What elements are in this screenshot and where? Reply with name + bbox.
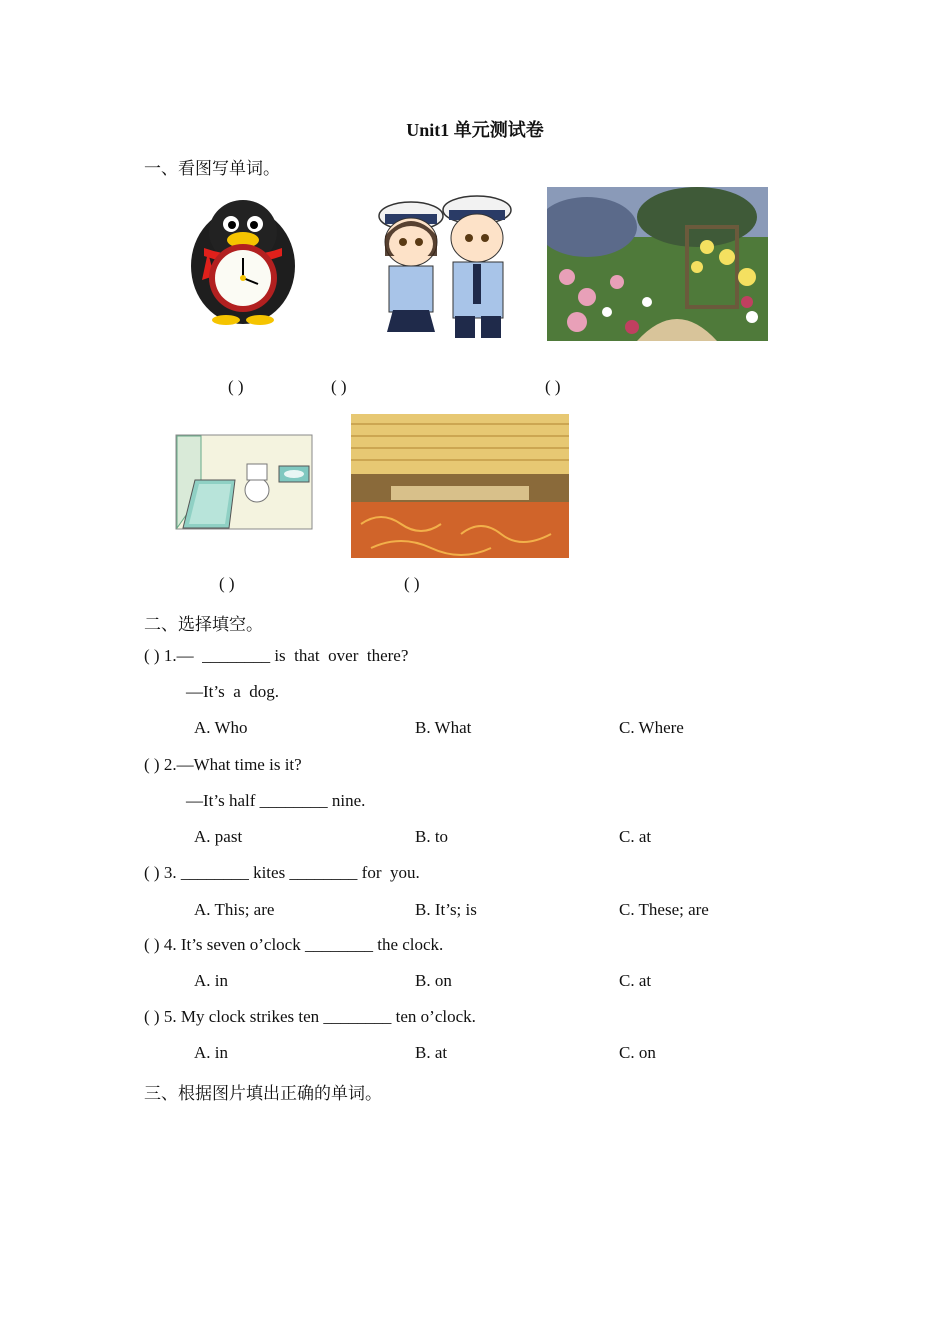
question-5-option-c[interactable]: C. on	[619, 1043, 656, 1062]
question-2-option-b[interactable]: B. to	[415, 827, 449, 846]
question-2-option-c[interactable]: C. at	[619, 827, 652, 846]
answer-blank-2[interactable]: ( )	[331, 377, 347, 396]
question-1-option-c[interactable]: C. Where	[619, 718, 684, 737]
section2-heading: 二、选择填空。	[144, 615, 263, 634]
question-5-option-a[interactable]: A. in	[194, 1043, 228, 1062]
question-1-option-b[interactable]: B. What	[415, 718, 472, 737]
question-3-option-c[interactable]: C. These; are	[619, 900, 709, 919]
police-officers-picture	[355, 186, 533, 342]
question-5-stem: ( ) 5. My clock strikes ten ________ ten o’clock.	[144, 1007, 476, 1026]
question-2-reply: —It’s half ________ nine.	[186, 791, 366, 810]
penguin-clock-picture	[186, 192, 300, 328]
question-5-option-b[interactable]: B. at	[415, 1043, 448, 1062]
question-3-option-b[interactable]: B. It’s; is	[415, 900, 477, 919]
question-1-stem: ( ) 1.— ________ is that over there?	[144, 646, 409, 665]
question-2-option-a[interactable]: A. past	[194, 827, 243, 846]
washroom-picture	[175, 434, 313, 530]
hall-picture	[351, 414, 569, 558]
question-3-stem: ( ) 3. ________ kites ________ for you.	[144, 863, 420, 882]
question-4-option-c[interactable]: C. at	[619, 971, 652, 990]
question-3-option-a[interactable]: A. This; are	[194, 900, 275, 919]
answer-blank-4[interactable]: ( )	[219, 574, 235, 593]
page-title: Unit1 单元测试卷	[406, 120, 544, 140]
section3-heading: 三、根据图片填出正确的单词。	[144, 1084, 382, 1103]
question-4-option-a[interactable]: A. in	[194, 971, 228, 990]
question-1-reply: —It’s a dog.	[186, 682, 280, 701]
question-2-stem: ( ) 2.—What time is it?	[144, 755, 302, 774]
answer-blank-1[interactable]: ( )	[228, 377, 244, 396]
section1-heading: 一、看图写单词。	[144, 159, 280, 178]
answer-blank-3[interactable]: ( )	[545, 377, 561, 396]
garden-picture	[547, 187, 768, 341]
answer-blank-5[interactable]: ( )	[404, 574, 420, 593]
question-4-stem: ( ) 4. It’s seven o’clock ________ the clock.	[144, 935, 444, 954]
question-1-option-a[interactable]: A. Who	[194, 718, 248, 737]
question-4-option-b[interactable]: B. on	[415, 971, 452, 990]
